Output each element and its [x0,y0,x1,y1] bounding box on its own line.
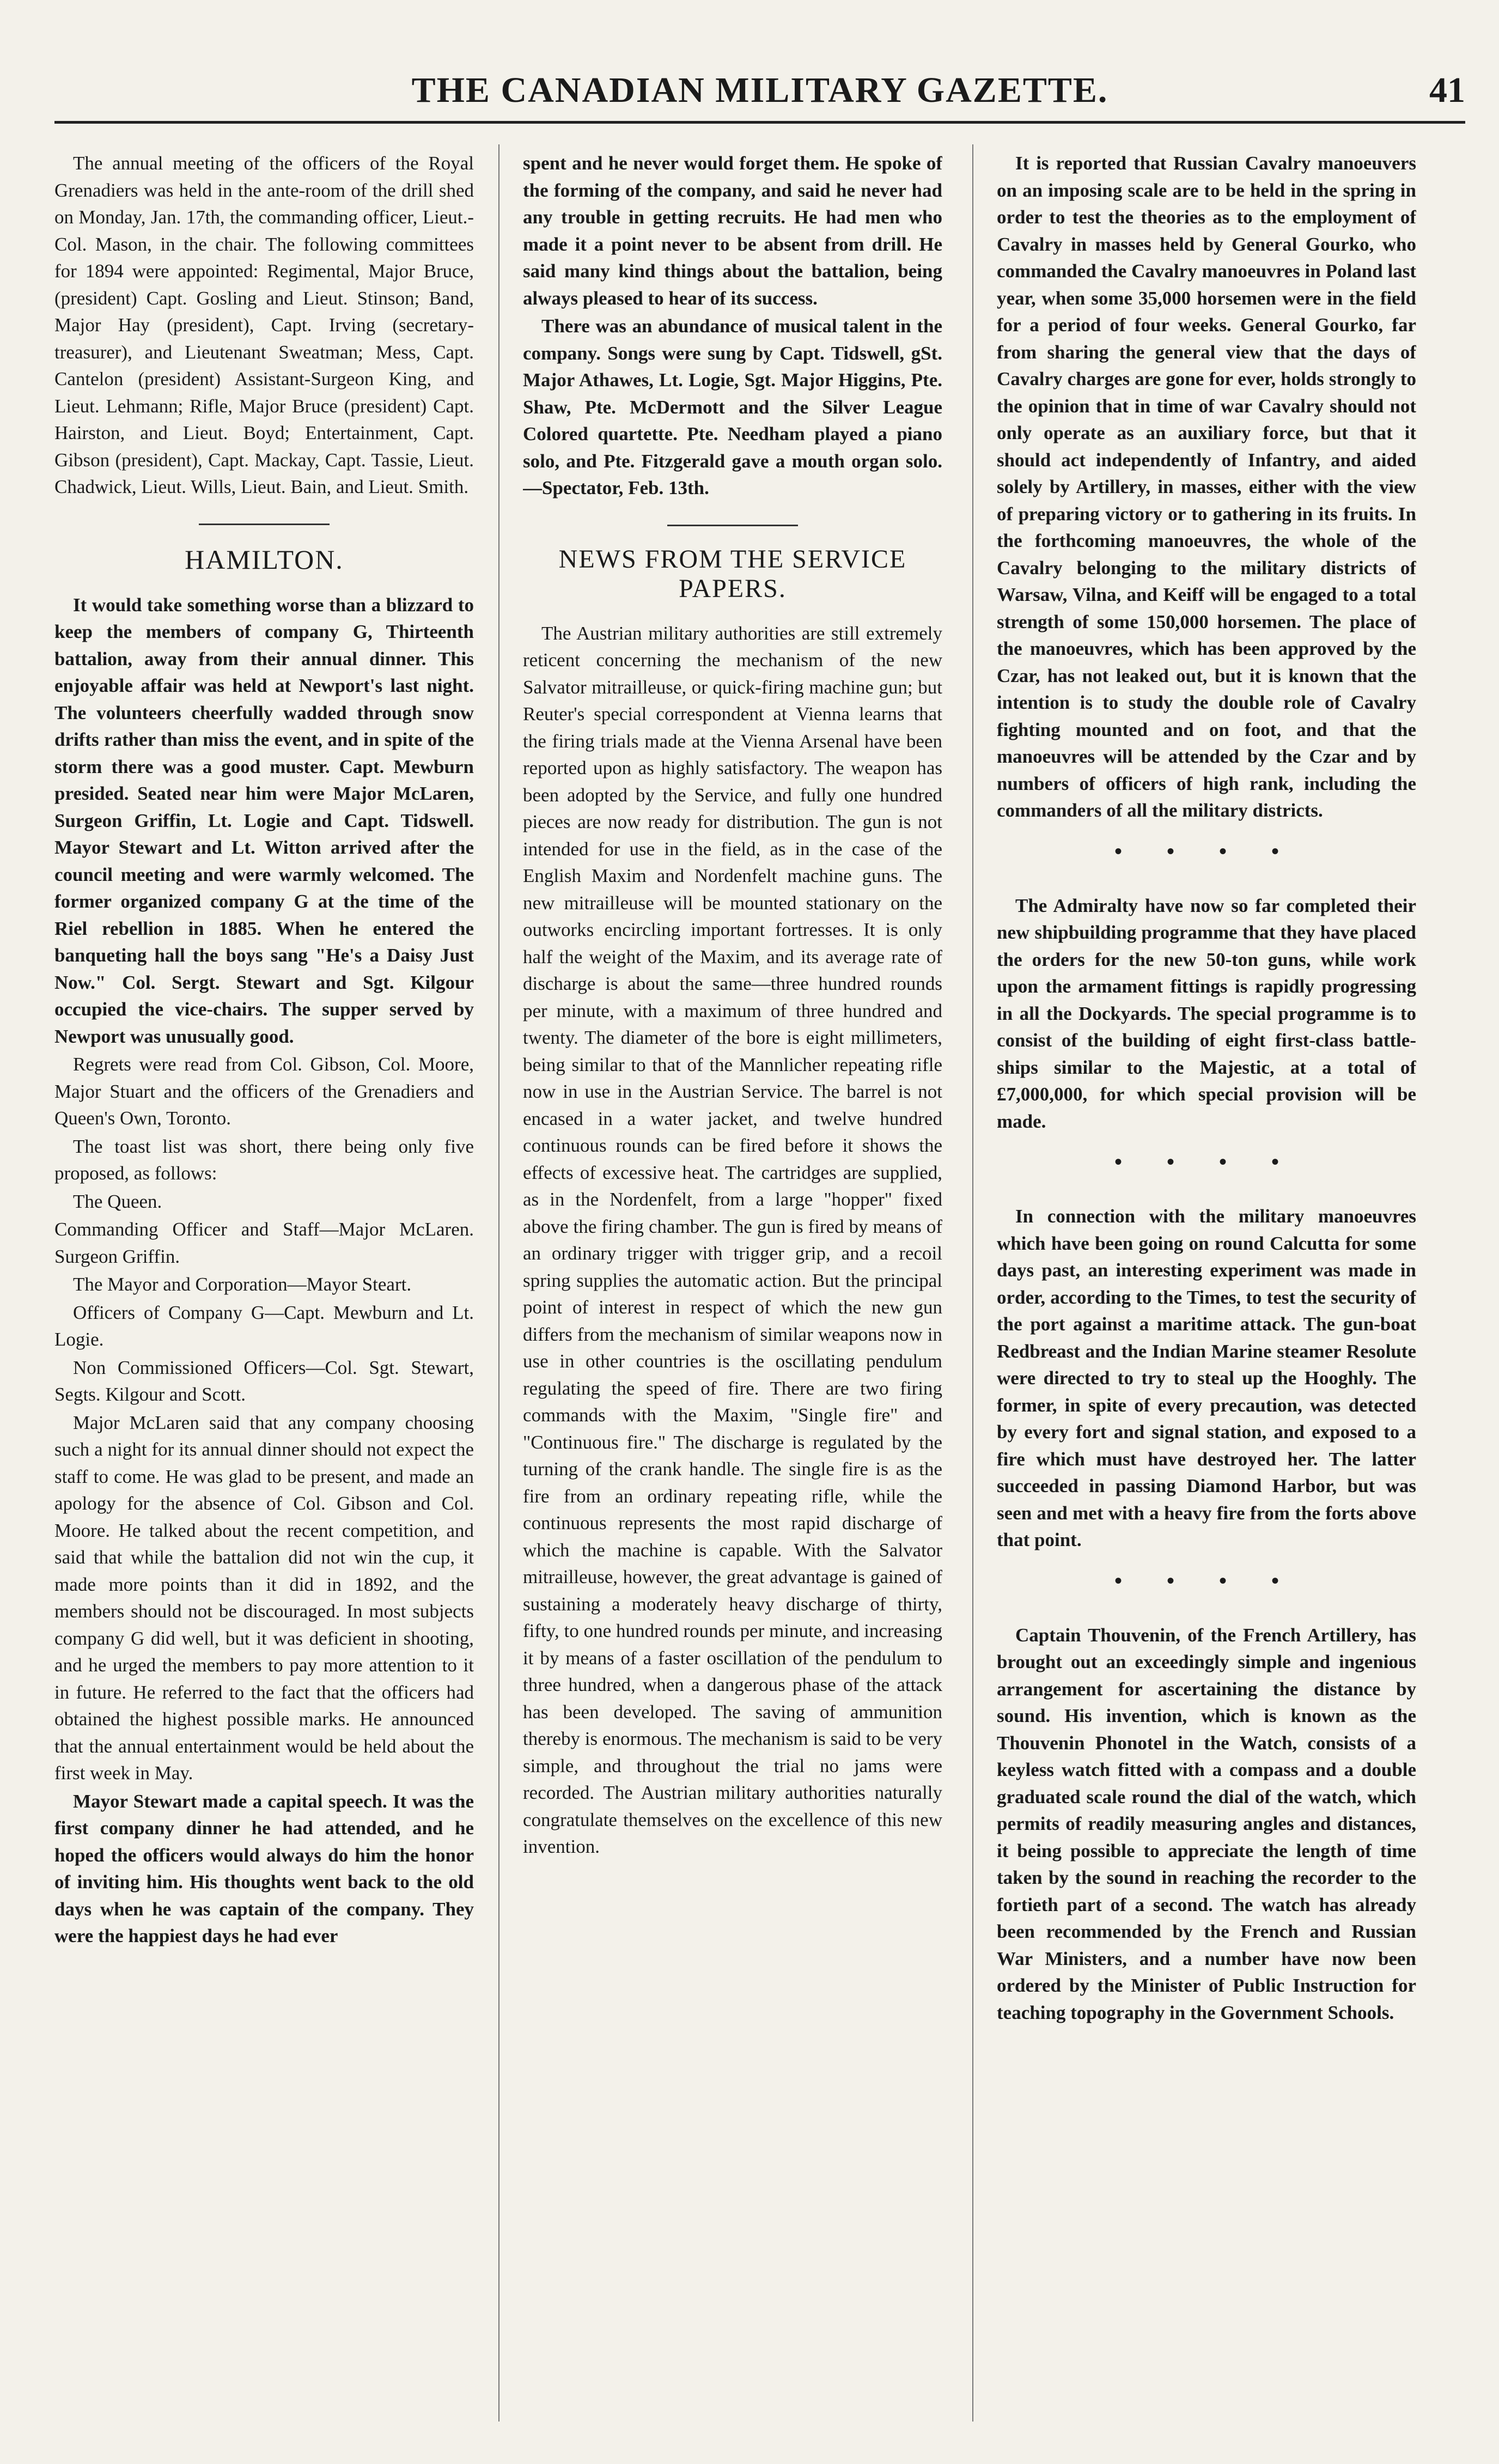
section-separator: • • • • [1114,1568,1299,1593]
column-1 [54,150,474,2427]
section-separator: • • • • [1114,1149,1299,1174]
column-3 [997,150,1416,2427]
section-separator: • • • • [1114,838,1299,863]
header-rule [54,121,1465,124]
column-2 [523,150,942,2427]
article-paragraph: The annual meeting of the officers of the Royal Grenadiers was held in the ante-room of the drill shed on Monday, Jan. 17th, the commanding officer, Lieut.-Col. Mason, in the chair. The following committees for 1894 were appointed: Regimental, Major Bruce, (president) Capt. Gosling and Lieut. Stinson; Band, Major Hay (president), Capt. Irving (secretary-treasurer), and Lieutenant Sweatman; Mess, Capt. Cantelon (president) Assistant-Surgeon King, and Lieut. Lehmann; Rifle, Major Bruce (president) Capt. Hairston, and Lieut. Boyd; Entertainment, Capt. Gibson (president), Capt. Mackay, Capt. Tassie, Lieut. Chadwick, Lieut. Wills, Lieut. Bain, and Lieut. Smith. [54,153,474,497]
article-paragraph: Mayor Stewart made a capital speech. It was the first company dinner he had attended, and he hoped the officers would always do him the honor of inviting him. His thoughts went back to the old days when he was captain of the company. They were the happiest days he had ever [54,1790,474,1946]
section-title-hamilton: HAMILTON. [185,544,344,575]
column-divider [498,144,499,2422]
toast-item: Officers of Company G—Capt. Mewburn and Lt. Logie. [54,1301,474,1350]
newspaper-title: THE CANADIAN MILITARY GAZETTE. [411,70,1108,110]
article-paragraph: Regrets were read from Col. Gibson, Col. Moore, Major Stuart and the officers of the Grenadiers and Queen's Own, Toronto. [54,1054,474,1129]
toast-item: The Mayor and Corporation—Mayor Steart. [73,1274,412,1295]
article-paragraph: In connection with the military manoeuvres which have been going on round Calcutta for some days past, an interesting experiment was made in order, according to the Times, to test the security of the port against a maritime attack. The gun-boat Redbreast and the Indian Marine steamer Resolute were directed to try to steal up the Hooghly. The former, in spite of every precaution, was detected by every fort and signal station, and exposed to a fire which must have destroyed her. The latter succeeded in passing Diamond Harbor, but was seen and met with a heavy fire from the forts above that point. [997,1206,1416,1550]
article-paragraph: Captain Thouvenin, of the French Artillery, has brought out an exceedingly simple and ingenious arrangement for ascertaining the distance by sound. His invention, which is known as the Thouvenin Phonotel in the Watch, consists of a keyless watch fitted with a compass and a double graduated scale round the dial of the watch, which permits of readily measuring angles and distances, it being possible to appreciate the length of time taken by the sound in reaching the recorder to the fortieth part of a second. The watch has already been recommended by the French and Russian War Ministers, and a number have now been ordered by the Minister of Public Instruction for teaching topography in the Government Schools. [997,1624,1416,2023]
toast-item: The Queen. [73,1190,162,1212]
article-paragraph: The Austrian military authorities are still extremely reticent concerning the mechanism of the new Salvator mitrailleuse, or quick-firing machine gun; but Reuter's special correspondent at Vienna learns that the firing trials made at the Vienna Arsenal have been reported upon as highly satisfactory. The weapon has been adopted by the Service, and fully one hundred pieces are now ready for distribution. The gun is not intended for use in the field, as in the case of the English Maxim and Nordenfelt machine guns. The new mitrailleuse will be mounted stationary on the outworks encircling important fortresses. It is only half the weight of the Maxim, and its average rate of discharge is about the same—three hundred rounds per minute, with a maximum of three hundred and twenty. The diameter of the bore is eight millimeters, being similar to that of the Mannlicher repeating rifle now in use in the Austrian Service. The barrel is not encased in a water jacket, and twelve hundred continuous rounds can be fired before it shows the effects of excessive heat. The cartridges are supplied, as in the Nordenfelt, from a large "hopper" fixed above the firing chamber. The gun is fired by means of an ordinary trigger with trigger grip, and a recoil spring supplies the automatic action. But the principal point of interest in respect of which the new gun differs from the mechanism of similar weapons now in use in other countries is the oscillating pendulum regulating the speed of fire. There are two firing commands with the Maxim, "Single fire" and "Continuous fire." The discharge is regulated by the turning of the crank handle. The single fire is as the fire from an ordinary repeating rifle, while the continuous represents the most rapid discharge of which the machine is capable. With the Salvator mitrailleuse, however, the great advantage is gained of sustaining a moderately heavy discharge of thirty, fifty, to one hundred rounds per minute, and increasing it by means of a faster oscillation of the pendulum to three hundred, when a dangerous phase of the attack has been developed. The saving of ammunition thereby is enormous. The mechanism is said to be very simple, and throughout the trial no jams were recorded. The Austrian military authorities naturally congratulate themselves on the excellence of this new invention. [523,622,942,1857]
section-title-service-papers: NEWS FROM THE SERVICE PAPERS. [558,544,907,603]
section-rule [199,524,330,525]
column-divider [972,144,973,2422]
article-paragraph: There was an abundance of musical talent in the company. Songs were sung by Capt. Tidswell, gSt. Major Athawes, Lt. Logie, Sgt. Major Higgins, Pte. Shaw, Pte. McDermott and the Silver League Colored quartette. Pte. Needham played a piano solo, and Pte. Fitzgerald gave a mouth organ solo.—Spectator, Feb. 13th. [523,315,942,498]
article-paragraph: spent and he never would forget them. He spoke of the forming of the company, and said he never had any trouble in getting recruits. He had men who made it a point never to be absent from drill. He said many kind things about the battalion, being always pleased to hear of its success. [523,153,942,309]
article-paragraph: It is reported that Russian Cavalry manoeuvers on an imposing scale are to be held in the spring in order to test the theories as to the employment of Cavalry in masses held by General Gourko, who commanded the Cavalry manoeuvres in Poland last year, when some 35,000 horsemen were in the field for a period of four weeks. General Gourko, far from sharing the general view that the days of Cavalry charges are gone for ever, holds strongly to the opinion that in time of war Cavalry should not only operate as an auxiliary force, but that it should act independently of Infantry, and aided solely by Artillery, in masses, either with the view of preparing victory or to gathering in its fruits. In the forthcoming manoeuvres, the whole of the Cavalry belonging to the military districts of Warsaw, Vilna, and Keiff will be engaged to a total strength of some 150,000 horsemen. The place of the manoeuvres, which has been approved by the Czar, has not leaked out, but it is known that the intention is to study the double role of Cavalry fighting mounted and on foot, and that the manoeuvres will be attended by the Czar and by numbers of officers of high rank, including the commanders of all the military districts. [997,153,1416,821]
article-paragraph: The Admiralty have now so far completed their new shipbuilding programme that they have placed the orders for the new 50-ton guns, while work upon the armament fittings is rapidly progressing in all the Dockyards. The special programme is to consist of the building of eight first-class battle-ships similar to the Majestic, at a total of £7,000,000, for which special provision will be made. [997,895,1416,1132]
toast-item: Non Commissioned Officers—Col. Sgt. Stewart, Segts. Kilgour and Scott. [54,1356,474,1405]
article-paragraph: It would take something worse than a blizzard to keep the members of company G, Thirteenth battalion, away from their annual dinner. This enjoyable affair was held at Newport's last night. The volunteers cheerfully wadded through snow drifts rather than miss the event, and in spite of the storm there was a good muster. Capt. Mewburn presided. Seated near him were Major McLaren, Surgeon Griffin, Lt. Logie and Capt. Tidswell. Mayor Stewart and Lt. Witton arrived after the council meeting and were warmly welcomed. The former organized company G at the time of the Riel rebellion in 1885. When he entered the banqueting hall the boys sang "He's a Daisy Just Now." Col. Sergt. Stewart and Sgt. Kilgour occupied the vice-chairs. The supper served by Newport was unusually good. [54,594,474,1047]
toast-item: Commanding Officer and Staff—Major McLaren. Surgeon Griffin. [54,1219,474,1267]
article-paragraph: The toast list was short, there being only five proposed, as follows: [54,1135,474,1184]
article-paragraph: Major McLaren said that any company choosing such a night for its annual dinner should not expect the staff to come. He was glad to be present, and made an apology for the absence of Col. Gibson and Col. Moore. He talked about the recent competition, and said that while the battalion did not win the cup, it made more points than it did in 1892, and the members should not be discouraged. In most subjects company G did well, but it was deficient in shooting, and he urged the members to pay more attention to it in future. He referred to the fact that the officers had obtained the highest possible marks. He announced that the annual entertainment would be held about the first week in May. [54,1412,474,1784]
section-rule [667,525,798,526]
page-number: 41 [1429,70,1465,110]
page-header [54,54,1465,125]
